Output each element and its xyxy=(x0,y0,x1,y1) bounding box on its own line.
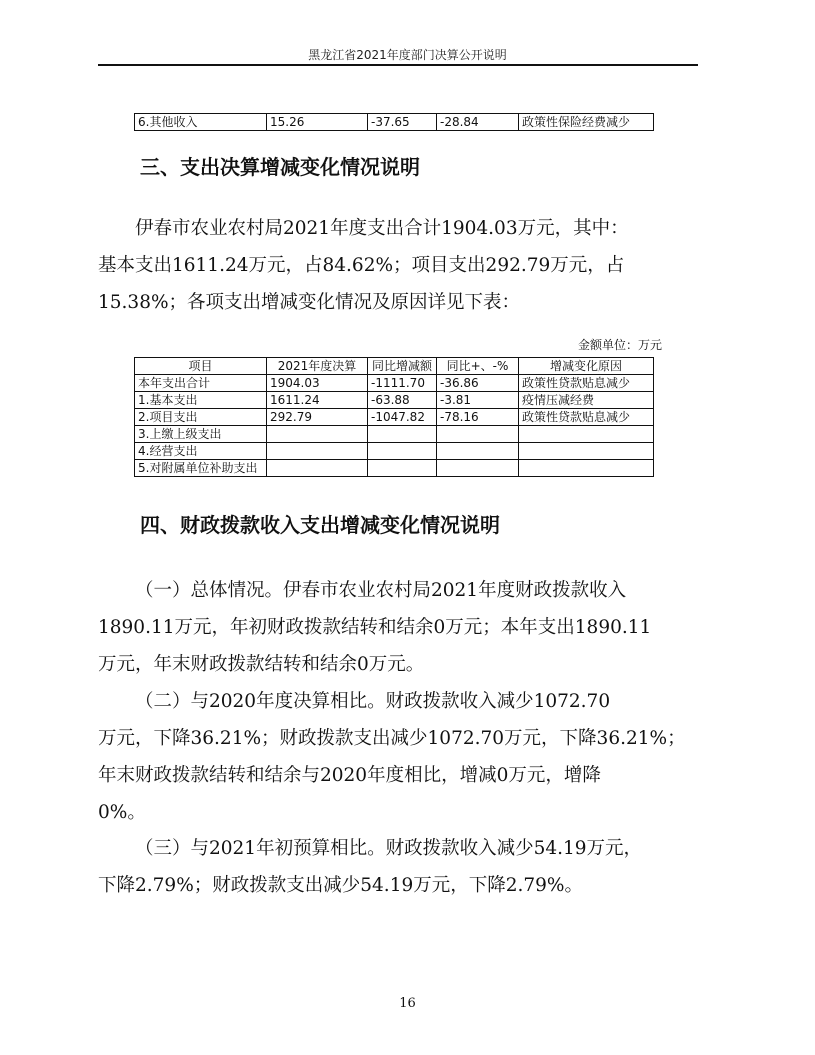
table-cell xyxy=(267,426,368,443)
paragraph-line: 万元，下降36.21%；财政拨款支出减少1072.70万元，下降36.21%； xyxy=(98,728,686,749)
table-cell xyxy=(437,460,519,477)
table-cell: 292.79 xyxy=(267,409,368,426)
table-row xyxy=(135,392,654,409)
paragraph-line: 0%。 xyxy=(98,802,146,823)
paragraph-line: 万元，年末财政拨款结转和结余0万元。 xyxy=(98,654,425,675)
table-cell: 1611.24 xyxy=(267,392,368,409)
table-row xyxy=(135,114,654,131)
paragraph-line: （三）与2021年初预算相比。财政拨款收入减少54.19万元， xyxy=(135,838,643,859)
table-cell: -1111.70 xyxy=(368,375,437,392)
table-cell xyxy=(267,460,368,477)
table-cell xyxy=(368,460,437,477)
table-cell: -37.65 xyxy=(368,114,437,131)
column-header: 项目 xyxy=(135,358,267,375)
table-cell xyxy=(368,426,437,443)
column-header: 同比增减额 xyxy=(368,358,437,375)
section-4-paragraph-2 xyxy=(98,683,698,831)
table-cell xyxy=(267,443,368,460)
table-cell: 疫情压减经费 xyxy=(519,392,654,409)
table-cell: -28.84 xyxy=(437,114,519,131)
table-cell: -78.16 xyxy=(437,409,519,426)
table-cell: 15.26 xyxy=(267,114,368,131)
table-row xyxy=(135,460,654,477)
paragraph-line: 基本支出1611.24万元，占84.62%；项目支出292.79万元，占 xyxy=(98,255,625,276)
table-cell: 1.基本支出 xyxy=(135,392,267,409)
table-cell: 本年支出合计 xyxy=(135,375,267,392)
paragraph-line: （一）总体情况。伊春市农业农村局2021年度财政拨款收入 xyxy=(135,580,627,601)
column-header: 增减变化原因 xyxy=(519,358,654,375)
paragraph-line: 1890.11万元，年初财政拨款结转和结余0万元；本年支出1890.11 xyxy=(98,617,652,638)
table-row xyxy=(135,375,654,392)
table-cell: -63.88 xyxy=(368,392,437,409)
paragraph-line: 15.38%；各项支出增减变化情况及原因详见下表： xyxy=(98,292,521,313)
paragraph-line: 伊春市农业农村局2021年度支出合计1904.03万元，其中： xyxy=(135,218,629,239)
table-cell: -36.86 xyxy=(437,375,519,392)
header-rule xyxy=(98,64,698,66)
page-header-title: 黑龙江省2021年度部门决算公开说明 xyxy=(308,48,507,62)
income-table-fragment xyxy=(134,113,654,131)
table-cell xyxy=(437,443,519,460)
paragraph-line: 年末财政拨款结转和结余与2020年度相比，增减0万元，增降 xyxy=(98,765,601,786)
paragraph-line: （二）与2020年度决算相比。财政拨款收入减少1072.70 xyxy=(135,691,611,712)
section-3-paragraph xyxy=(98,210,698,321)
table-cell xyxy=(519,460,654,477)
table-cell xyxy=(368,443,437,460)
table-header-row xyxy=(135,358,654,375)
column-header: 2021年度决算 xyxy=(267,358,368,375)
table-cell xyxy=(519,443,654,460)
table-cell: -3.81 xyxy=(437,392,519,409)
table-cell: -1047.82 xyxy=(368,409,437,426)
section-4-heading: 四、财政拨款收入支出增减变化情况说明 xyxy=(140,513,500,537)
expense-table xyxy=(134,357,654,477)
table-cell: 1904.03 xyxy=(267,375,368,392)
section-3-heading: 三、支出决算增减变化情况说明 xyxy=(140,155,420,179)
table-cell: 4.经营支出 xyxy=(135,443,267,460)
section-4-paragraph-1 xyxy=(98,572,698,683)
table-row xyxy=(135,443,654,460)
table-cell: 5.对附属单位补助支出 xyxy=(135,460,267,477)
section-4-paragraph-3 xyxy=(98,830,698,904)
table-row xyxy=(135,409,654,426)
page-number: 16 xyxy=(399,996,416,1011)
table-cell: 3.上缴上级支出 xyxy=(135,426,267,443)
table-cell: 政策性保险经费减少 xyxy=(519,114,654,131)
table-cell: 6.其他收入 xyxy=(135,114,267,131)
paragraph-line: 下降2.79%；财政拨款支出减少54.19万元，下降2.79%。 xyxy=(98,875,584,896)
column-header: 同比+、-% xyxy=(437,358,519,375)
table-cell: 政策性贷款贴息减少 xyxy=(519,409,654,426)
table-row xyxy=(135,426,654,443)
table-cell: 2.项目支出 xyxy=(135,409,267,426)
table-cell xyxy=(519,426,654,443)
unit-label: 金额单位：万元 xyxy=(578,338,663,352)
table-cell xyxy=(437,426,519,443)
table-cell: 政策性贷款贴息减少 xyxy=(519,375,654,392)
